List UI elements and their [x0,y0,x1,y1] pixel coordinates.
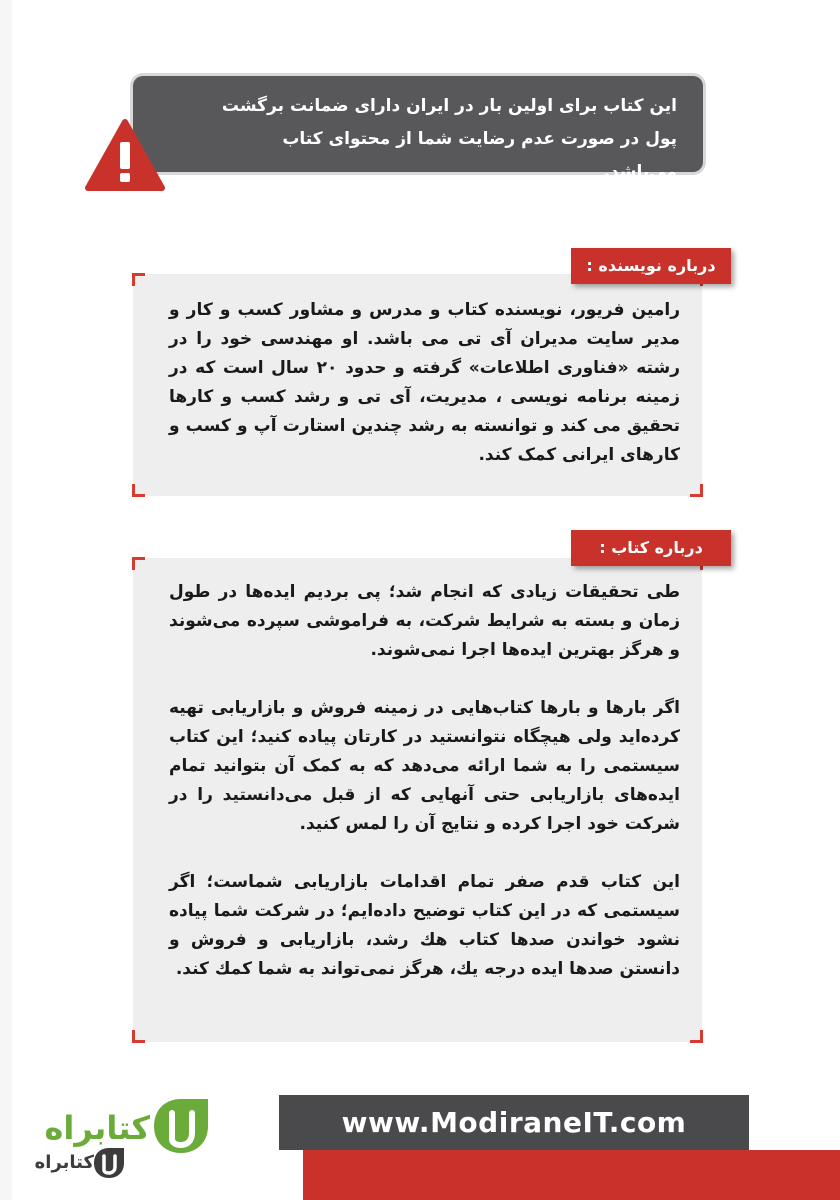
ketabrah-logo-icon [150,1095,212,1157]
warning-text: این کتاب برای اولین بار در ایران دارای ضمانت برگشت پول در صورت عدم رضایت شما از محتوای کتاب می‌باشد. [221,96,677,182]
logo-text: کتابراه [44,1109,150,1147]
corner-mark [132,557,145,570]
book-section-tag: درباره کتاب : [571,530,731,566]
author-section [133,274,702,496]
logo-text-small: کتابراه [34,1152,94,1173]
website-url[interactable]: www.ModiraneIT.com [341,1106,687,1139]
corner-mark [132,273,145,286]
warning-icon [84,118,166,192]
footer-url-bar [279,1095,749,1150]
corner-mark [132,1030,145,1043]
book-section [133,558,702,1042]
corner-mark [690,1030,703,1043]
author-section-tag: درباره نویسنده : [571,248,731,284]
book-paragraph: این کتاب قدم صفر تمام اقدامات بازاریابی شماست؛ اگر سیستمی که در این کتاب توضیح داده‌ایم؛ در شرکت شما پیاده نشود خواندن صدها کتاب هك رشد، بازاریابی و فروش و دانستن صدها ایده درجه یك، هرگز نمی‌تواند به شما کمك کند. [169,872,680,979]
book-text [169,578,680,984]
corner-mark [690,484,703,497]
warning-banner [133,76,703,182]
author-text [169,296,680,470]
author-paragraph: رامین فریور، نویسنده کتاب و مدرس و مشاور کسب و کار و مدیر سایت مدیران آی تی می باشد. او مهندسی خود را در رشته «فناوری اطلاعات» گرفته و حدود ۲۰ سال است که در زمینه برنامه نویسی ، مدیریت، آی تی و رشد کسب و کارها تحقیق می کند و توانسته به رشد چندین استارت آپ و کسب و کارهای ایرانی کمک کند. [169,300,680,465]
book-paragraph: اگر بارها و بارها کتاب‌هایی در زمینه فروش و بازاریابی تهیه کرده‌اید ولی هیچگاه نتوانستید در کارتان پیاده کنید؛ این کتاب سیستمی را به شما ارائه می‌دهد که به کمک آن بتوانید تمام ایده‌های بازاریابی حتی آنهایی که از قبل می‌دانستید را در شرکت خود اجرا کرده و نتایج آن را لمس کنید. [169,698,680,834]
book-paragraph: طی تحقیقات زیادی که انجام شد؛ پی بردیم ایده‌ها در طول زمان و بسته به شرایط شرکت، به فراموشی سپرده می‌شوند و هرگز بهترین ایده‌ها اجرا نمی‌شوند. [169,582,680,660]
ketabrah-small-logo-icon [92,1146,126,1180]
footer-red-band [303,1150,840,1200]
corner-mark [132,484,145,497]
page-edge [0,0,12,1200]
